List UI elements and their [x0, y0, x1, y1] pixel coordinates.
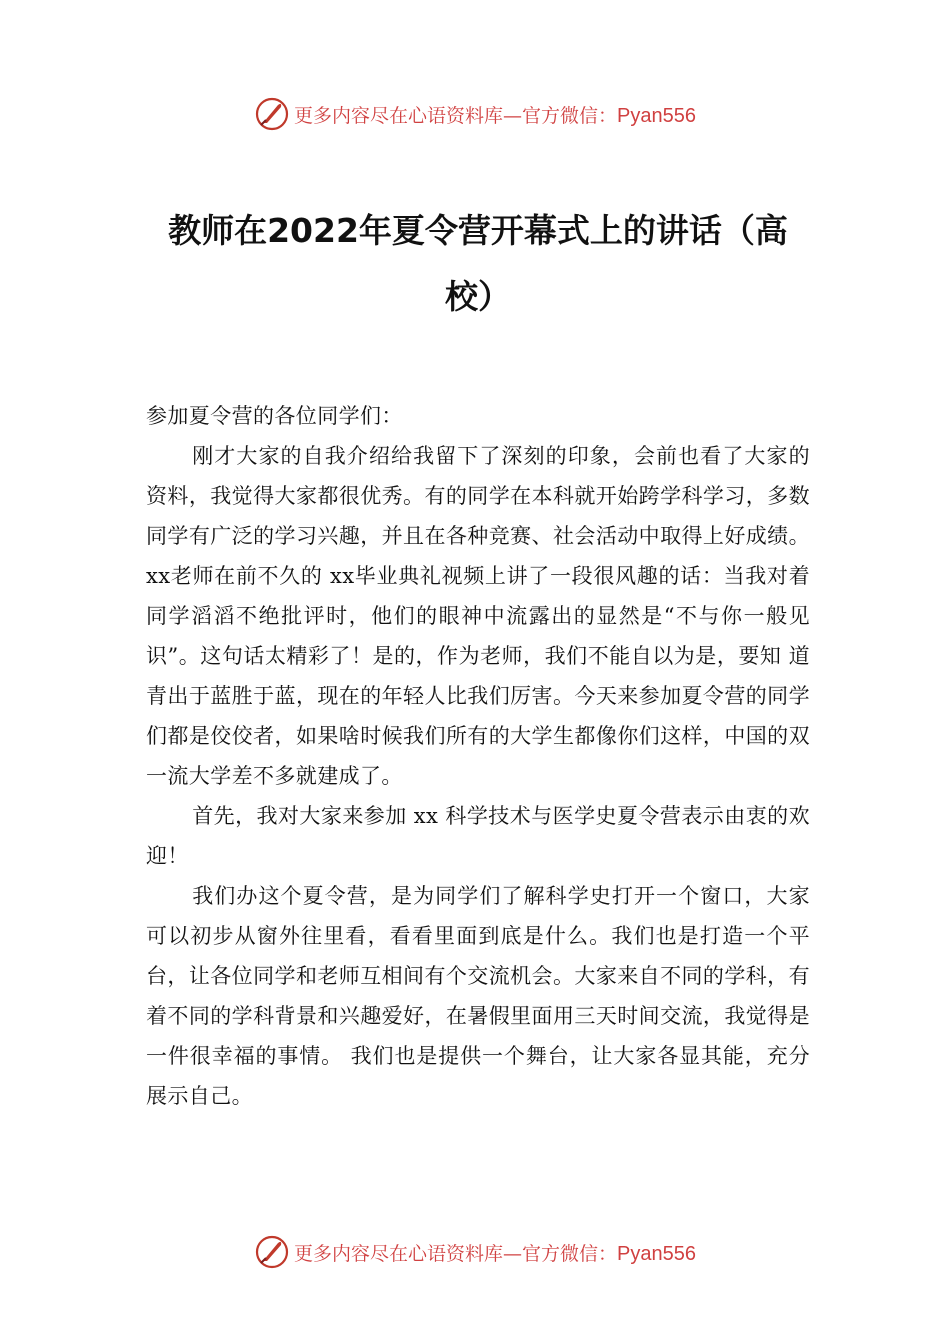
pen-feather-logo-icon: [254, 96, 290, 132]
salutation: 参加夏令营的各位同学们：: [146, 404, 403, 428]
document-title: 教师在2022年夏令营开幕式上的讲话（高校）: [168, 211, 788, 316]
header-banner: [0, 94, 950, 134]
footer-banner-label: 更多内容尽在心语资料库—官方微信：: [294, 1242, 618, 1265]
paragraph-2: 首先，我对大家来参加 xx 科学技术与医学史夏令营表示由衷的欢迎！: [146, 804, 810, 868]
header-banner-text: [294, 101, 696, 128]
footer-banner-text: [294, 1239, 696, 1266]
footer-banner: [0, 1232, 950, 1272]
paragraph-1: 刚才大家的自我介绍给我留下了深刻的印象，会前也看了大家的资料，我觉得大家都很优秀。有的同学在本科就开始跨学科学习，多数同学有广泛的学习兴趣，并且在各种竞赛、社会活动中取得上好成绩。xx老师在前不久的 xx毕业典礼视频上讲了一段很风趣的话：当我对着同学滔滔不绝批评时，他们的眼神中流露出的显然是“不与你一般见识”。这句话太精彩了！是的，作为老师，我们不能自以为是，要知 道青出于蓝胜于蓝，现在的年轻人比我们厉害。今天来参加夏令营的同学们都是佼佼者，如果啥时候我们所有的大学生都像你们这样，中国的双一流大学差不多就建成了。: [146, 444, 810, 788]
header-wechat-handle: Pyan556: [617, 104, 696, 127]
document-body: [146, 396, 810, 1116]
header-banner-label: 更多内容尽在心语资料库—官方微信：: [294, 104, 618, 127]
paragraph-3: 我们办这个夏令营，是为同学们了解科学史打开一个窗口，大家可以初步从窗外往里看，看看里面到底是什么。我们也是打造一个平台，让各位同学和老师互相间有个交流机会。大家来自不同的学科，有着不同的学科背景和兴趣爱好，在暑假里面用三天时间交流，我觉得是一件很幸福的事情。 我们也是提供一个舞台，让大家各显其能，充分展示自己。: [146, 884, 810, 1108]
pen-feather-logo-icon: [254, 1234, 290, 1270]
footer-wechat-handle: Pyan556: [617, 1242, 696, 1265]
